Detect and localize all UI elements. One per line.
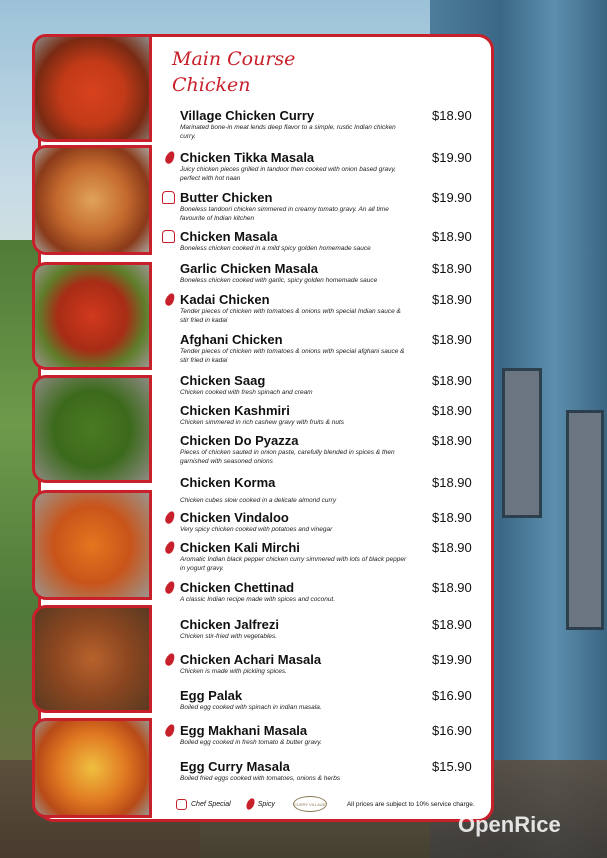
menu-item [180,108,480,141]
item-price: $15.90 [432,759,472,774]
chef-hat-icon [176,799,187,810]
menu-item [180,723,480,747]
service-charge-note: All prices are subject to 10% service charge. [346,800,475,808]
menu-item [180,433,480,466]
item-price: $18.90 [432,261,472,276]
item-name: Chicken Chettinad [180,580,295,595]
item-desc: Boneless chicken cooked in a mild spicy golden homemade sauce [180,245,371,252]
item-desc: A classic Indian recipe made with spices and coconut. [180,596,336,603]
menu-item [180,261,480,285]
item-name: Chicken Saag [180,373,266,388]
food-photo-4 [32,375,152,483]
menu-item [180,150,480,183]
item-desc: Boneless tandoori chicken simmered in creamy tomato gravy. An all time favourite of Indian kitchen [180,206,389,222]
menu-item [180,510,480,534]
item-name: Egg Curry Masala [180,759,290,774]
item-price: $18.90 [432,108,472,123]
menu-item [180,759,480,783]
menu-item [180,332,480,365]
item-name: Chicken Tikka Masala [180,150,315,165]
item-price: $18.90 [432,475,472,490]
item-name: Afghani Chicken [180,332,283,347]
menu-item [180,688,480,712]
menu-item [180,403,480,427]
item-name: Chicken Masala [180,229,278,244]
item-price: $18.90 [432,403,472,418]
item-desc: Boiled egg cooked in fresh tomato & butter gravy. [180,739,322,746]
item-name: Chicken Do Pyazza [180,433,299,448]
food-photo-7 [32,718,152,818]
item-name: Kadai Chicken [180,292,270,307]
item-name: Chicken Kashmiri [180,403,290,418]
menu-item [180,652,480,676]
item-name: Village Chicken Curry [180,108,315,123]
item-name: Chicken Achari Masala [180,652,322,667]
item-desc: Boiled fried eggs cooked with tomatoes, onions & herbs [180,775,341,782]
item-desc: Pieces of chicken sauted in onion paste, carefully blended in spices & then garnished with seasoned onions [180,449,395,465]
chili-icon [244,797,255,811]
item-desc: Chicken stir-fried with vegetables. [180,633,278,640]
item-price: $19.90 [432,652,472,667]
food-photo-3 [32,262,152,370]
item-price: $18.90 [432,373,472,388]
legend-spicy-label: Spicy [257,800,275,808]
chef-hat-icon [162,191,175,204]
item-desc: Aromatic Indian black pepper chicken curry simmered with lots of black pepper in yogurt gravy. [180,556,407,572]
item-name: Garlic Chicken Masala [180,261,319,276]
item-price: $19.90 [432,150,472,165]
item-name: Chicken Korma [180,475,276,490]
item-desc: Chicken simmered in rich cashew gravy with fruits & nuts [180,419,345,426]
section-subtitle: Chicken [172,74,251,96]
item-name: Chicken Jalfrezi [180,617,279,632]
legend [176,796,475,812]
food-photo-1 [32,34,152,142]
item-name: Chicken Kali Mirchi [180,540,300,555]
item-desc: Chicken is made with pickling spices. [180,668,287,675]
item-price: $18.90 [432,540,472,555]
menu-item [180,580,480,604]
section-title: Main Course [172,48,296,70]
item-desc: Juicy chicken pieces grilled in tandoor then cooked with onion based gravy, perfect with hot naan [180,166,396,182]
item-desc: Tender pieces of chicken with tomatoes & onions with special Indian sauce & stir fried in kadai [180,308,401,324]
item-price: $19.90 [432,190,472,205]
item-price: $16.90 [432,688,472,703]
food-photo-5 [32,490,152,600]
item-name: Butter Chicken [180,190,273,205]
chef-hat-icon [162,230,175,243]
item-price: $18.90 [432,580,472,595]
item-desc: Boneless chicken cooked with garlic, spicy golden homemade sauce [180,277,378,284]
item-price: $18.90 [432,510,472,525]
menu-item [180,190,480,223]
menu-item [180,373,480,397]
item-desc: Chicken cubes slow cooked in a delicate almond curry [180,497,337,504]
menu-item [180,540,480,573]
food-photo-6 [32,605,152,713]
item-price: $18.90 [432,617,472,632]
menu-item [180,475,480,505]
menu-item [180,292,480,325]
item-price: $16.90 [432,723,472,738]
item-price: $18.90 [432,229,472,244]
item-name: Egg Makhani Masala [180,723,308,738]
item-name: Egg Palak [180,688,243,703]
item-name: Chicken Vindaloo [180,510,289,525]
item-desc: Tender pieces of chicken with tomatoes & onions with special afghani sauce & stir fried in kadai [180,348,405,364]
menu-item [180,617,480,641]
item-price: $18.90 [432,433,472,448]
item-desc: Marinated bone-in meat lends deep flavor to a simple, rustic Indian chicken curry. [180,124,396,140]
item-desc: Very spicy chicken cooked with potatoes and vinegar [180,526,333,533]
item-price: $18.90 [432,292,472,307]
food-photo-2 [32,145,152,255]
openrice-watermark: OpenRice [458,812,561,837]
restaurant-logo: CURRY VILLAGE [293,796,327,812]
item-desc: Boiled egg cooked with spinach in indian masala. [180,704,322,711]
item-desc: Chicken cooked with fresh spinach and cream [180,389,313,396]
item-price: $18.90 [432,332,472,347]
menu-item [180,229,480,253]
legend-chef-label: Chef Special [191,800,231,808]
